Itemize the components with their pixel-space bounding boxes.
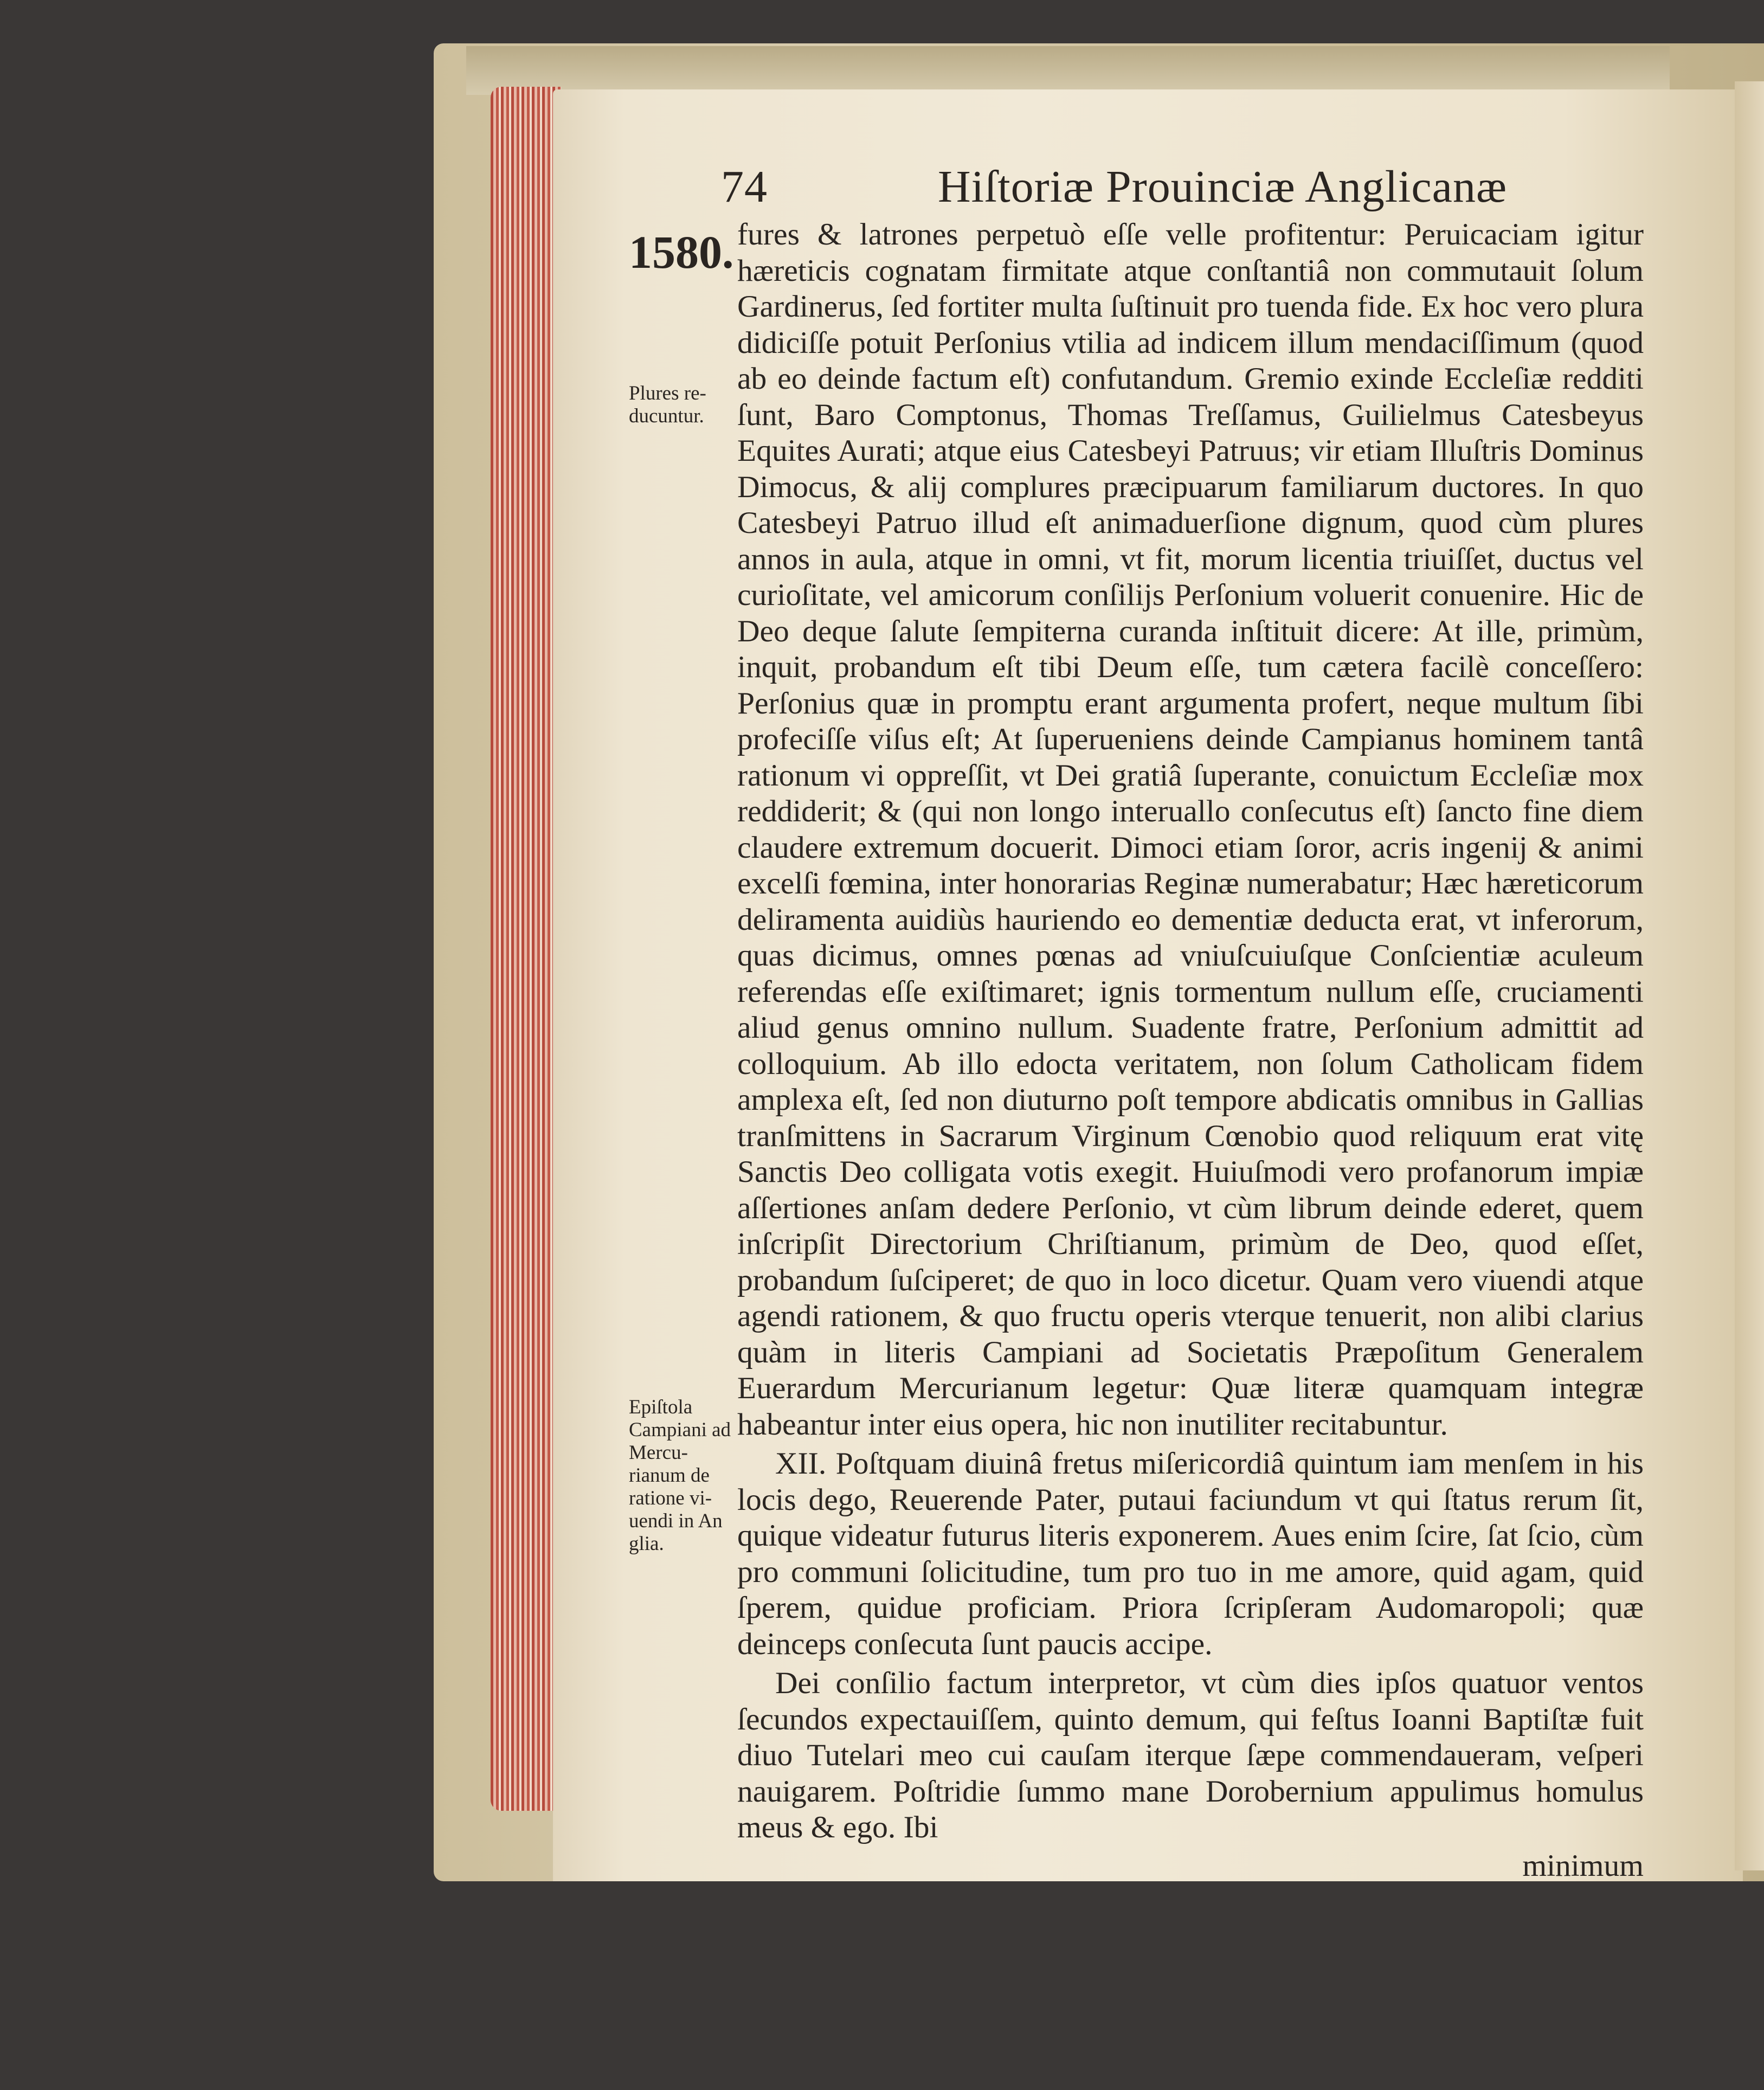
year-marker: 1580. — [629, 226, 734, 278]
margin-note: Plures re- ducuntur. — [629, 382, 706, 427]
paragraph: fures & latrones perpetuò eſſe velle profitentur: Peruicaciam igitur hæreticis cognatam firmitate atque conſtantiâ non commutauit ſolum Gardinerus, ſed fortiter multa ſuſtinuit pro tuenda fide. Ex hoc vero plura didiciſſe potuit Perſonius vtilia ad indicem illum mendaciſſimum (quod ab eo deinde factum eſt) confutandum. Gremio exinde Eccleſiæ redditi ſunt, Baro Comptonus, Thomas Treſſamus, Guilielmus Catesbeyus Equites Aurati; atque eius Catesbeyi Patruus; vir etiam Illuſtris Dominus Dimocus, & alij complures præcipuarum familiarum ductores. In quo Catesbeyi Patruo illud eſt animaduerſione dignum, quod cùm plures annos in aula, atque in omni, vt fit, morum licentia triuiſſet, ductus vel curioſitate, vel amicorum conſilijs Perſonium voluerit conuenire. Hic de Deo deque ſalute ſempiterna curanda inſtituit dicere: At ille, primùm, inquit, probandum eſt tibi Deum eſſe, tum cætera facilè conceſſero: Perſonius quæ in promptu erant argumenta profert, neque multum ſibi profeciſſe viſus eſt; At ſuperueniens deinde Campianus hominem tantâ rationum vi oppreſſit, vt Dei gratiâ ſuperante, conuictum Eccleſiæ mox reddiderit; & (qui non longo interuallo conſecutus eſt) ſancto fine diem claudere extremum docuerit. Dimoci etiam ſoror, acris ingenij & animi excelſi fœmina, inter honorarias Reginæ numerabatur; Hæc hæreticorum deliramenta auidiùs hauriendo eo dementiæ deducta erat, vt inferorum, quas dicimus, omnes pœnas ad vniuſcuiuſque Conſcientiæ aculeum referendas eſſe exiſtimaret; ignis tormentum nullum eſſe, cruciamenti aliud genus omnino nullum. Suadente fratre, Perſonium admittit ad colloquium. Ab illo edocta veritatem, non ſolum Catholicam fidem amplexa eſt, ſed non diuturno poſt tempore abdicatis omnibus in Gallias tranſmittens in Sacrarum Virginum Cœnobio quod reliquum erat vitę Sanctis Deo colligata votis exegit. Huiuſmodi vero profanorum impiæ aſſertiones anſam dedere Perſonio, vt cùm librum deinde ederet, quem inſcripſit Directorium Chriſtianum, primùm de Deo, quod eſſet, probandum ſuſciperet; de quo in loco dicetur. Quam vero viuendi atque agendi rationem, & quo fructu operis vterque tenuerit, non alibi clarius quàm in literis Campiani ad Societatis Præpoſitum Generalem Euerardum Mercurianum legetur: Quæ literæ quamquam integræ habeantur inter eius opera, hic non inutiliter recitabuntur. — [737, 217, 1644, 1442]
paragraph: XII. Poſtquam diuinâ fretus miſericordiâ quintum iam menſem in his locis dego, Reuerende Pater, putaui faciundum vt qui ſtatus rerum ſit, quique videatur futurus literis exponerem. Aues enim ſcire, ſat ſcio, cùm pro communi ſolicitudine, tum pro tuo in me amore, quid agam, quid ſperem, quidue proficiam. Priora ſcripſeram Audomaropoli; quæ deinceps conſecuta ſunt paucis accipe. — [737, 1446, 1644, 1661]
running-title: Hiſtoriæ Prouinciæ Anglicanæ — [938, 162, 1507, 212]
catchword: minimum — [1522, 1848, 1644, 1883]
running-head — [721, 157, 1643, 217]
paragraph: Dei conſilio factum interpretor, vt cùm dies ipſos quatuor ventos ſecundos expectauiſſem, quinto demum, qui feſtus Ioanni Baptiſtæ fuit diuo Tutelari meo cui cauſam iterque ſæpe commendaueram, veſperi nauigarem. Poſtridie ſummo mane Dorobernium appulimus homulus meus & ego. Ibi — [737, 1666, 1644, 1844]
margin-note: Epiſtola Campiani ad Mercu- rianum de ratione vi- uendi in An glia. — [629, 1396, 731, 1555]
page-number: 74 — [721, 162, 768, 212]
body-text — [737, 217, 1644, 1884]
